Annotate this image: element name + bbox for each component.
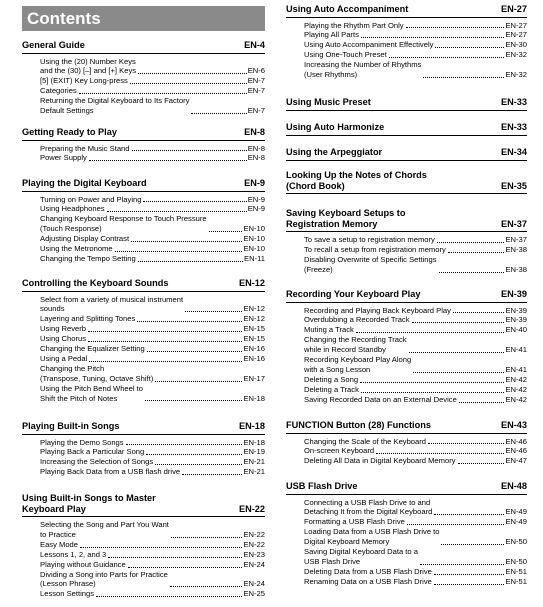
entry-title: Using Reverb [40, 324, 87, 334]
dot-leader [458, 463, 505, 464]
entry-page: EN-12 [243, 314, 265, 324]
toc-section [22, 127, 265, 163]
entry-page: EN-7 [247, 76, 265, 86]
toc-entry[interactable] [40, 570, 265, 590]
section-title: Getting Ready to Play [22, 127, 117, 137]
section-page: EN-43 [500, 420, 527, 430]
dot-leader [439, 272, 505, 273]
entry-page: EN-47 [505, 456, 527, 466]
section-page: EN-48 [500, 481, 527, 491]
entry-title: Disabling Overwrite of Specific Settings (Freeze) [304, 254, 437, 274]
dot-leader [88, 341, 242, 342]
toc-entry[interactable] [40, 153, 265, 163]
entry-page: EN-16 [243, 344, 265, 354]
dot-leader [448, 252, 505, 253]
entry-page: EN-49 [505, 517, 527, 527]
entry-title: Using a Pedal [40, 353, 88, 363]
dot-leader [137, 321, 242, 322]
section-page: EN-4 [244, 40, 265, 50]
section-heading[interactable] [286, 420, 527, 434]
entry-page: EN-23 [243, 549, 265, 559]
toc-entry[interactable] [304, 255, 527, 275]
entry-title: To recall a setup from registration memory [304, 244, 446, 254]
toc-entry[interactable] [304, 335, 527, 355]
toc-entry[interactable] [40, 76, 265, 86]
toc-section [286, 481, 527, 587]
entry-title: Playing the Rhythm Part Only [304, 20, 404, 30]
entry-title: Changing the Recording Track while in Record Standby [304, 335, 407, 355]
toc-section [286, 4, 527, 80]
entry-list [286, 498, 527, 587]
entry-title: Loading Data from a USB Flash Drive to Digital Keyboard Memory [304, 527, 440, 547]
section-heading[interactable] [286, 481, 527, 495]
section-heading[interactable] [22, 178, 265, 192]
entry-page: EN-24 [243, 559, 265, 569]
entry-title: Deleting a Track [304, 384, 359, 394]
toc-section [286, 97, 527, 111]
toc-entry[interactable] [304, 517, 527, 527]
toc-entry[interactable] [40, 86, 265, 96]
toc-section [286, 122, 527, 136]
toc-entry[interactable] [304, 385, 527, 395]
section-title: Saving Keyboard Setups to Registration Memory [286, 208, 406, 229]
toc-section [286, 147, 527, 161]
entry-title: Deleting a Song [304, 374, 359, 384]
entry-title: Categories [40, 86, 77, 96]
entry-title: Changing the Pitch (Transpose, Tuning, Octave Shift) [40, 363, 154, 383]
entry-page: EN-10 [243, 244, 265, 254]
dot-leader [131, 241, 242, 242]
entry-page: EN-7 [247, 86, 265, 96]
entry-title: Saving Digital Keyboard Data to a USB Flash Drive [304, 547, 418, 566]
section-heading[interactable] [22, 127, 265, 141]
section-page: EN-12 [238, 278, 265, 288]
entry-list [22, 57, 265, 116]
entry-page: EN-22 [243, 539, 265, 549]
entry-page: EN-50 [505, 556, 527, 566]
entry-title: On-screen Keyboard [304, 446, 375, 456]
entry-page: EN-41 [505, 364, 527, 374]
toc-section [22, 421, 265, 477]
dot-leader [89, 160, 247, 161]
entry-page: EN-50 [505, 537, 527, 547]
toc-entry[interactable] [304, 306, 527, 316]
toc-entry[interactable] [40, 244, 265, 254]
entry-page: EN-8 [247, 153, 265, 163]
entry-title: Using Chorus [40, 334, 87, 344]
entry-page: EN-15 [243, 324, 265, 334]
entry-list [22, 144, 265, 164]
section-title: Using Auto Harmonize [286, 122, 385, 132]
toc-section [22, 278, 265, 403]
entry-page: EN-7 [247, 106, 265, 116]
entry-page: EN-32 [505, 50, 527, 60]
toc-entry[interactable] [40, 96, 265, 116]
entry-list [22, 295, 265, 404]
dot-leader [143, 201, 246, 202]
dot-leader [108, 557, 242, 558]
entry-title: Power Supply [40, 153, 87, 163]
entry-page: EN-49 [505, 507, 527, 517]
dot-leader [138, 73, 247, 74]
toc-entry[interactable] [304, 30, 527, 40]
entry-title: Select from a variety of musical instrument sounds [40, 294, 184, 314]
entry-page: EN-32 [505, 70, 527, 80]
section-title: Recording Your Keyboard Play [286, 289, 421, 299]
entry-page: EN-38 [505, 264, 527, 274]
section-title: Using Built-in Songs to Master Keyboard Play [22, 493, 156, 514]
entry-list [22, 520, 265, 599]
entry-title: Turning on Power and Playing [40, 194, 142, 204]
dot-leader [356, 332, 505, 333]
section-title: General Guide [22, 40, 85, 50]
entry-title: Changing the Equalizer Setting [40, 344, 145, 354]
dot-leader [407, 524, 505, 525]
entry-title: To save a setup to registration memory [304, 235, 435, 244]
entry-page: EN-16 [243, 353, 265, 363]
dot-leader [412, 322, 505, 323]
entry-page: EN-42 [505, 394, 527, 404]
toc-entry[interactable] [304, 456, 527, 466]
entry-page: EN-27 [505, 20, 527, 30]
entry-title: Deleting All Data in Digital Keyboard Memory [304, 456, 456, 466]
section-title: USB Flash Drive [286, 481, 358, 491]
dot-leader [128, 567, 243, 568]
entry-title: Saving Recorded Data on an External Device [304, 394, 457, 404]
entry-title: Increasing the Number of Rhythms (User Rhythms) [304, 60, 422, 80]
dot-leader [132, 150, 247, 151]
toc-entry[interactable] [40, 550, 265, 560]
toc-entry[interactable] [40, 57, 265, 77]
entry-page: EN-10 [243, 224, 265, 234]
dot-leader [361, 392, 505, 393]
dot-leader [115, 251, 243, 252]
entry-page: EN-6 [247, 66, 265, 76]
entry-page: EN-15 [243, 334, 265, 344]
toc-entry[interactable] [40, 295, 265, 315]
entry-list [22, 438, 265, 478]
entry-title: Playing Back Data from a USB flash drive [40, 467, 181, 477]
entry-title: Using the Metronome [40, 244, 113, 254]
dot-leader [185, 311, 242, 312]
entry-title: Renaming Data on a USB Flash Drive [304, 576, 432, 586]
entry-title: Overdubbing a Recorded Track [304, 315, 410, 325]
entry-title: Connecting a USB Flash Drive to and Detaching It from the Digital Keyboard [304, 497, 433, 517]
entry-title: Recording Keyboard Play Along with a Song Lesson [304, 355, 412, 374]
entry-title: Selecting the Song and Part You Want to Practice [40, 520, 169, 539]
dot-leader [428, 443, 504, 444]
dot-leader [413, 372, 504, 373]
toc-entry[interactable] [40, 204, 265, 214]
section-heading[interactable] [286, 208, 527, 232]
section-page: EN-9 [244, 178, 265, 188]
section-page: EN-22 [238, 503, 265, 514]
section-heading[interactable] [22, 421, 265, 435]
toc-entry[interactable] [40, 144, 265, 154]
toc-entry[interactable] [40, 540, 265, 550]
section-heading[interactable] [286, 170, 527, 194]
toc-entry[interactable] [304, 325, 527, 335]
dot-leader [171, 537, 243, 538]
entry-title: Using the (20) Number Keys and the (30) [–] and [+] Keys [40, 56, 137, 76]
entry-title: Changing the Scale of the Keyboard [304, 436, 427, 446]
section-heading[interactable] [22, 40, 265, 54]
entry-page: EN-18 [243, 437, 265, 447]
section-page: EN-34 [500, 147, 527, 157]
toc-entry[interactable] [40, 254, 265, 264]
toc-section [22, 493, 265, 599]
toc-entry[interactable] [304, 235, 527, 245]
entry-page: EN-25 [243, 589, 265, 599]
entry-page: EN-10 [243, 234, 265, 244]
entry-page: EN-9 [247, 194, 265, 204]
toc-entry[interactable] [304, 315, 527, 325]
toc-entry[interactable] [304, 375, 527, 385]
entry-page: EN-21 [243, 467, 265, 477]
dot-leader [441, 544, 504, 545]
entry-page: EN-41 [505, 345, 527, 355]
dot-leader [423, 77, 504, 78]
entry-title: Layering and Splitting Tones [40, 314, 136, 324]
toc-entry[interactable] [40, 447, 265, 457]
entry-title: Increasing the Selection of Songs [40, 457, 154, 467]
toc-entry[interactable] [40, 364, 265, 384]
dot-leader [361, 37, 505, 38]
toc-entry[interactable] [304, 577, 527, 587]
section-page: EN-37 [500, 218, 527, 229]
dot-leader [459, 402, 505, 403]
toc-section [286, 289, 527, 405]
dot-leader [155, 381, 242, 382]
entry-title: Using Auto Accompaniment Effectively [304, 40, 434, 50]
section-heading[interactable] [286, 4, 527, 18]
toc-section [22, 178, 265, 264]
entry-title: Changing Keyboard Response to Touch Pressure (Touch Response) [40, 214, 207, 234]
entry-page: EN-38 [505, 244, 527, 254]
dot-leader [453, 312, 505, 313]
toc-entry[interactable] [304, 527, 527, 547]
entry-list [286, 21, 527, 80]
entry-page: EN-27 [505, 30, 527, 40]
toc-entry[interactable] [304, 60, 527, 80]
entry-page: EN-51 [505, 566, 527, 576]
toc-entry[interactable] [304, 395, 527, 405]
entry-page: EN-18 [243, 393, 265, 403]
dot-leader [88, 331, 242, 332]
toc-entry[interactable] [40, 438, 265, 448]
dot-leader [130, 83, 247, 84]
entry-title: Recording and Playing Back Keyboard Play [304, 305, 451, 315]
dot-leader [434, 584, 505, 585]
section-heading[interactable] [286, 122, 527, 136]
dot-leader [89, 361, 242, 362]
dot-leader [79, 93, 247, 94]
entry-title: Dividing a Song into Parts for Practice (Lesson Phrase) [40, 569, 168, 589]
toc-entry[interactable] [40, 560, 265, 570]
entry-list [286, 306, 527, 405]
dot-leader [437, 242, 505, 243]
section-page: EN-8 [244, 127, 265, 137]
toc-section [286, 420, 527, 466]
entry-page: EN-19 [243, 447, 265, 457]
toc-entry[interactable] [304, 567, 527, 577]
dot-leader [126, 444, 243, 445]
toc-entry[interactable] [40, 314, 265, 324]
entry-title: Changing the Tempo Setting [40, 253, 136, 263]
section-heading[interactable] [286, 147, 527, 161]
entry-title: Returning the Digital Keyboard to Its Factory Default Settings [40, 96, 190, 116]
entry-page: EN-9 [247, 204, 265, 214]
section-page: EN-33 [500, 97, 527, 107]
section-title: Playing the Digital Keyboard [22, 178, 147, 188]
section-page: EN-27 [500, 4, 527, 14]
entry-page: EN-11 [244, 253, 265, 263]
entry-title: Adjusting Display Contrast [40, 234, 130, 244]
dot-leader [389, 57, 505, 58]
entry-page: EN-46 [505, 446, 527, 456]
dot-leader [80, 547, 242, 548]
section-title: Playing Built-in Songs [22, 421, 120, 431]
toc-section [286, 208, 527, 275]
section-title: Looking Up the Notes of Chords (Chord Book) [286, 170, 427, 191]
section-heading[interactable] [22, 278, 265, 292]
dot-leader [360, 382, 504, 383]
dot-leader [434, 574, 505, 575]
section-title: Controlling the Keyboard Sounds [22, 278, 169, 288]
toc-entry[interactable] [40, 344, 265, 354]
section-page: EN-18 [238, 421, 265, 431]
dot-leader [409, 352, 505, 353]
toc-entry[interactable] [40, 457, 265, 467]
dot-leader [170, 586, 243, 587]
dot-leader [435, 47, 504, 48]
toc-entry[interactable] [40, 384, 265, 404]
dot-leader [182, 474, 242, 475]
toc-entry[interactable] [304, 547, 527, 567]
entry-title: Lessons 1, 2, and 3 [40, 549, 107, 559]
dot-leader [138, 261, 243, 262]
toc-entry[interactable] [304, 245, 527, 255]
entry-list [22, 195, 265, 264]
page-title: Contents [22, 6, 265, 31]
dot-leader [376, 453, 504, 454]
entry-page: EN-46 [505, 436, 527, 446]
entry-page: EN-37 [505, 235, 527, 244]
dot-leader [145, 400, 242, 401]
toc-entry[interactable] [304, 355, 527, 375]
entry-page: EN-8 [247, 143, 265, 153]
entry-title: Using One-Touch Preset [304, 50, 387, 60]
entry-title: Easy Mode [40, 539, 78, 549]
entry-page: EN-40 [505, 325, 527, 335]
entry-list [286, 235, 527, 275]
section-page: EN-35 [500, 180, 527, 191]
toc-entry[interactable] [40, 520, 265, 540]
dot-leader [406, 27, 505, 28]
dot-leader [209, 231, 243, 232]
dot-leader [434, 514, 504, 515]
entry-title: Playing Back a Particular Song [40, 447, 145, 457]
toc-entry[interactable] [40, 324, 265, 334]
toc-entry[interactable] [40, 195, 265, 205]
toc-entry[interactable] [40, 214, 265, 234]
toc-entry[interactable] [304, 446, 527, 456]
toc-section [22, 40, 265, 116]
entry-title: Muting a Track [304, 325, 354, 335]
dot-leader [155, 464, 242, 465]
entry-page: EN-30 [505, 40, 527, 50]
entry-title: Using Headphones [40, 204, 105, 214]
toc-section [286, 170, 527, 194]
entry-page: EN-42 [505, 384, 527, 394]
entry-title: Playing All Parts [304, 30, 359, 40]
toc-entry[interactable] [304, 437, 527, 447]
entry-page: EN-39 [505, 315, 527, 325]
entry-page: EN-12 [243, 304, 265, 314]
section-heading[interactable] [286, 97, 527, 111]
section-title: Using Auto Accompaniment [286, 4, 409, 14]
entry-page: EN-17 [243, 373, 265, 383]
dot-leader [146, 454, 242, 455]
entry-title: Playing without Guidance [40, 559, 126, 569]
dot-leader [420, 564, 504, 565]
entry-list [286, 437, 527, 467]
toc-entry[interactable] [304, 21, 527, 31]
section-page: EN-33 [500, 122, 527, 132]
toc-entry[interactable] [40, 589, 265, 599]
entry-title: Deleting Data from a USB Flash Drive [304, 566, 432, 576]
section-title: Using the Arpeggiator [286, 147, 383, 157]
section-title: FUNCTION Button (28) Functions [286, 420, 431, 430]
section-page: EN-39 [500, 289, 527, 299]
entry-title: Lesson Settings [40, 589, 95, 599]
entry-title: Preparing the Music Stand [40, 143, 130, 153]
toc-entry[interactable] [304, 40, 527, 50]
entry-page: EN-24 [243, 579, 265, 589]
entry-page: EN-21 [243, 457, 265, 467]
toc-entry[interactable] [40, 334, 265, 344]
entry-page: EN-22 [243, 529, 265, 539]
toc-entry[interactable] [304, 498, 527, 518]
dot-leader [107, 211, 247, 212]
section-title: Using Music Preset [286, 97, 371, 107]
toc-entry[interactable] [304, 50, 527, 60]
toc-entry[interactable] [40, 234, 265, 244]
section-heading[interactable] [286, 289, 527, 303]
toc-entry[interactable] [40, 354, 265, 364]
entry-title: Formatting a USB Flash Drive [304, 517, 405, 527]
entry-title: Using the Pitch Bend Wheel to Shift the Pitch of Notes [40, 383, 143, 403]
entry-page: EN-51 [505, 576, 527, 586]
entry-title: [5] (EXIT) Key Long-press [40, 76, 128, 86]
entry-title: Playing the Demo Songs [40, 437, 124, 447]
dot-leader [191, 113, 246, 114]
toc-entry[interactable] [40, 467, 265, 477]
entry-page: EN-42 [505, 374, 527, 384]
dot-leader [147, 351, 243, 352]
section-heading[interactable] [22, 493, 265, 517]
dot-leader [96, 596, 242, 597]
entry-page: EN-39 [505, 305, 527, 315]
